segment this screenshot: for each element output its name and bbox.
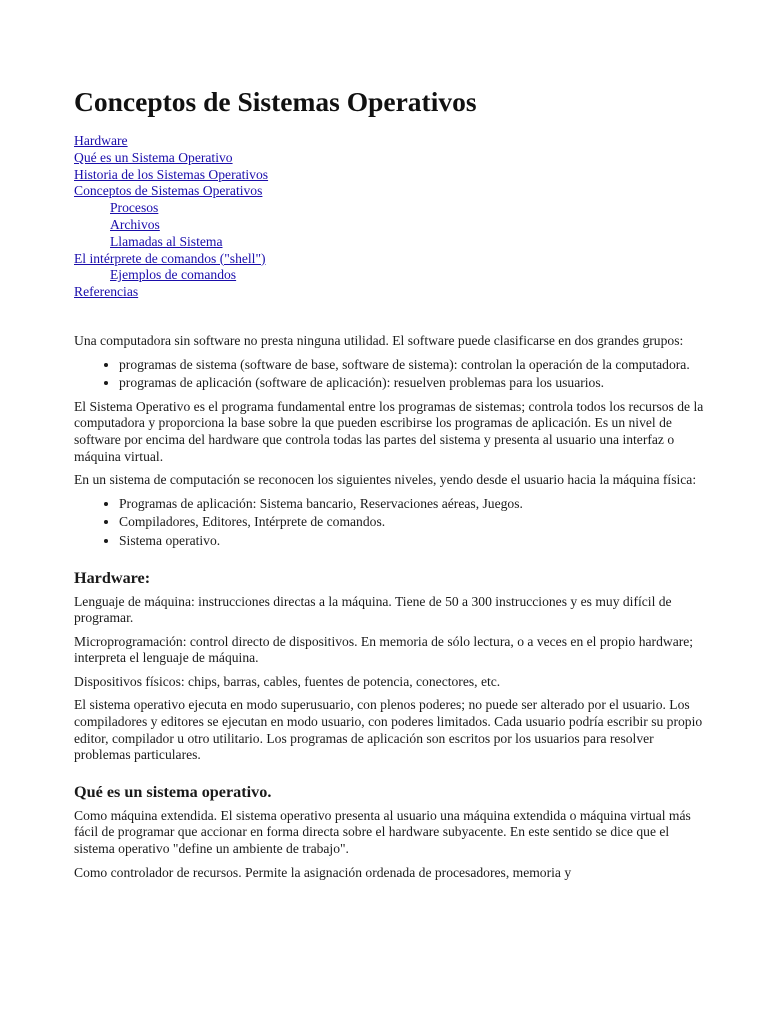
que-es-paragraph-1: Como máquina extendida. El sistema operativo presenta al usuario una máquina extendida o máquina virtual más fácil de programar que accionar en forma directa sobre el hardware subyacente. En este sentido se dice que el sistema operativo "define un ambiente de trabajo".: [74, 807, 691, 857]
toc-link-historia[interactable]: Historia de los Sistemas Operativos: [74, 166, 269, 182]
page-title: Conceptos de Sistemas Operativos: [74, 86, 477, 117]
toc-link-referencias[interactable]: Referencias: [74, 284, 139, 300]
toc-link-llamadas[interactable]: Llamadas al Sistema: [110, 233, 223, 249]
hardware-paragraph-1: Lenguaje de máquina: instrucciones directas a la máquina. Tiene de 50 a 300 instrucciones y es muy difícil de programar.: [74, 593, 672, 626]
toc-link-ejemplos[interactable]: Ejemplos de comandos: [110, 267, 237, 283]
que-es-heading: Qué es un sistema operativo.: [74, 782, 272, 801]
list-item: • programas de sistema (software de base, software de sistema): controlan la operación de la computadora.: [119, 357, 704, 374]
hardware-heading: Hardware:: [74, 568, 151, 587]
que-es-paragraph-2: Como controlador de recursos. Permite la asignación ordenada de procesadores, memoria y: [74, 864, 572, 880]
hardware-paragraph-3: Dispositivos físicos: chips, barras, cables, fuentes de potencia, conectores, etc.: [74, 673, 501, 689]
toc-link-procesos[interactable]: Procesos: [110, 200, 159, 216]
toc-link-shell[interactable]: El intérprete de comandos ("shell"): [74, 250, 266, 266]
program-types-list: [74, 357, 704, 392]
list-item: • Sistema operativo.: [119, 533, 704, 550]
document-body: [74, 333, 704, 881]
levels-list: [74, 496, 704, 550]
hardware-paragraph-4: El sistema operativo ejecuta en modo superusuario, con plenos poderes; no puede ser alterado por el usuario. Los compiladores y editores se ejecutan en modo usuario, con poderes limitados. Cada usuario podría escribir su propio editor, compilador u otro utilitario. Los programas de aplicación son escritos por los usuarios para resolver problemas particulares.: [74, 697, 703, 763]
intro-paragraph-2: El Sistema Operativo es el programa fundamental entre los programas de sistemas; controla todos los recursos de la computadora y proporciona la base sobre la que pueden escribirse los programas de aplicación. Es un nivel de software por encima del hardware que controla todas las partes del sistema y presenta al usuario una interfaz o máquina virtual.: [74, 398, 704, 464]
table-of-contents: [74, 133, 704, 301]
toc-link-hardware[interactable]: Hardware: [74, 133, 128, 148]
toc-link-conceptos[interactable]: Conceptos de Sistemas Operativos: [74, 183, 263, 199]
list-item: • Compiladores, Editores, Intérprete de comandos.: [119, 514, 704, 531]
hardware-paragraph-2: Microprogramación: control directo de dispositivos. En memoria de sólo lectura, o a veces en el propio hardware; interpreta el lenguaje de máquina.: [74, 633, 694, 666]
toc-link-archivos[interactable]: Archivos: [110, 216, 160, 232]
list-item: • programas de aplicación (software de aplicación): resuelven problemas para los usuarios.: [119, 375, 704, 392]
intro-paragraph-1: Una computadora sin software no presta ninguna utilidad. El software puede clasificarse en dos grandes grupos:: [74, 332, 684, 348]
list-item: • Programas de aplicación: Sistema bancario, Reservaciones aéreas, Juegos.: [119, 496, 704, 513]
intro-paragraph-3: En un sistema de computación se reconocen los siguientes niveles, yendo desde el usuario hacia la máquina física:: [74, 472, 697, 488]
toc-link-que-es-so[interactable]: Qué es un Sistema Operativo: [74, 149, 233, 165]
document-page: [74, 84, 704, 888]
